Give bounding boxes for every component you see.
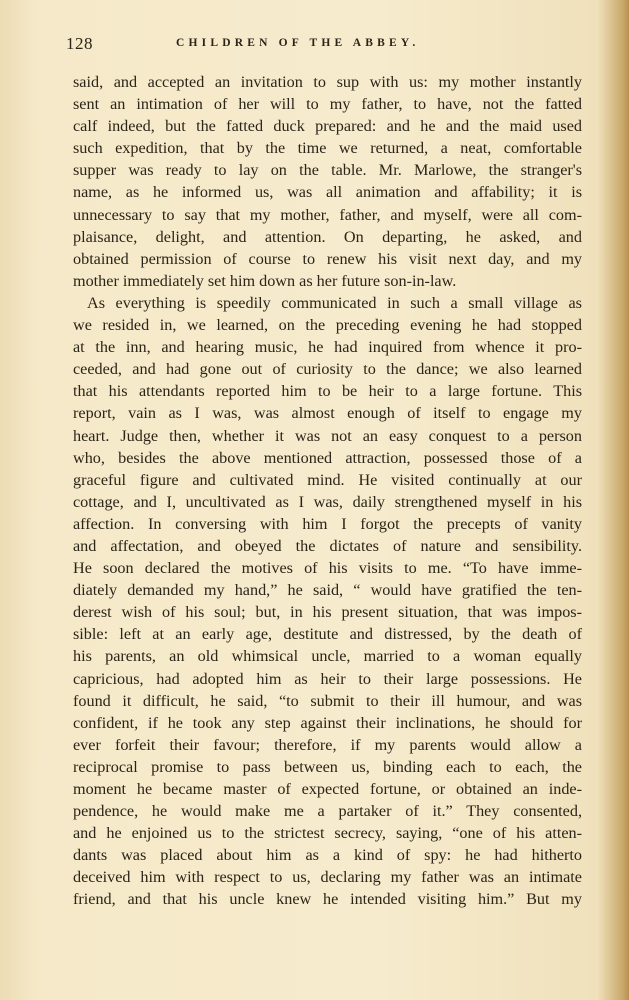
paragraph-start-line: As everything is speedily communicated in such a small village as bbox=[87, 293, 582, 312]
text-line: cottage, and I, uncultivated as I was, daily strengthened myself in his bbox=[73, 492, 582, 511]
text-line: sent an intimation of her will to my father, to have, not the fatted bbox=[73, 95, 582, 114]
text-line: heart. Judge then, whether it was not an easy conquest to a person bbox=[73, 426, 582, 445]
text-line: such expedition, that by the time we returned, a neat, comfortable bbox=[73, 139, 582, 158]
text-line: confident, if he took any step against their inclinations, he should for bbox=[73, 713, 582, 732]
text-line: found it difficult, he said, “to submit to their ill humour, and was bbox=[73, 691, 582, 710]
text-line: reciprocal promise to pass between us, binding each to each, the bbox=[73, 757, 582, 776]
text-line: said, and accepted an invitation to sup with us: my mother instantly bbox=[73, 73, 582, 91]
text-line: ever forfeit their favour; therefore, if my parents would allow a bbox=[73, 735, 582, 754]
text-line: affection. In conversing with him I forgot the precepts of vanity bbox=[73, 514, 582, 533]
text-line: his parents, an old whimsical uncle, married to a woman equally bbox=[73, 647, 582, 666]
text-line: mother immediately set him down as her future son-in-law. bbox=[73, 271, 457, 290]
text-line: report, vain as I was, was almost enough of itself to engage my bbox=[73, 404, 582, 423]
text-line: derest wish of his soul; but, in his present situation, that was impos- bbox=[73, 603, 582, 622]
text-line: obtained permission of course to renew his visit next day, and my bbox=[73, 249, 582, 268]
text-line: graceful figure and cultivated mind. He visited continually at our bbox=[73, 470, 582, 489]
text-line: He soon declared the motives of his visits to me. “To have imme- bbox=[73, 559, 582, 578]
text-line: ceeded, and had gone out of curiosity to the dance; we also learned bbox=[73, 360, 582, 379]
text-line: at the inn, and hearing music, he had inquired from whence it pro- bbox=[73, 338, 582, 357]
text-line: and he enjoined us to the strictest secrecy, saying, “one of his atten- bbox=[73, 824, 582, 843]
text-line: diately demanded my hand,” he said, “ would have gratified the ten- bbox=[73, 581, 582, 600]
text-line: capricious, had adopted him as heir to their large possessions. He bbox=[73, 669, 582, 688]
page-number: 128 bbox=[66, 34, 93, 53]
text-line: sible: left at an early age, destitute and distressed, by the death of bbox=[73, 625, 582, 644]
text-line: deceived him with respect to us, declaring my father was an intimate bbox=[73, 868, 582, 887]
text-line: calf indeed, but the fatted duck prepared: and he and the maid used bbox=[73, 117, 582, 136]
text-line: unnecessary to say that my mother, father, and myself, were all com- bbox=[73, 205, 582, 224]
text-line: friend, and that his uncle knew he intended visiting him.” But my bbox=[73, 890, 582, 909]
text-line: pendence, he would make me a partaker of it.” They consented, bbox=[73, 802, 582, 821]
running-title: CHILDREN OF THE ABBEY. bbox=[176, 37, 420, 49]
text-line: dants was placed about him as a kind of spy: he had hitherto bbox=[73, 846, 582, 865]
text-line: that his attendants reported him to be heir to a large fortune. This bbox=[73, 382, 582, 401]
text-line: moment he became master of expected fortune, or obtained an inde- bbox=[73, 780, 582, 798]
text-line: name, as he informed us, was all animation and affability; it is bbox=[73, 183, 582, 202]
page-header bbox=[66, 34, 569, 56]
text-line: who, besides the above mentioned attraction, possessed those of a bbox=[73, 448, 582, 467]
text-line: and affectation, and obeyed the dictates of nature and sensibility. bbox=[73, 536, 582, 555]
text-line: plaisance, delight, and attention. On departing, he asked, and bbox=[73, 227, 582, 246]
body-text bbox=[73, 71, 582, 911]
text-line: we resided in, we learned, on the preceding evening he had stopped bbox=[73, 316, 582, 335]
text-line: supper was ready to lay on the table. Mr. Marlowe, the stranger's bbox=[73, 161, 582, 180]
